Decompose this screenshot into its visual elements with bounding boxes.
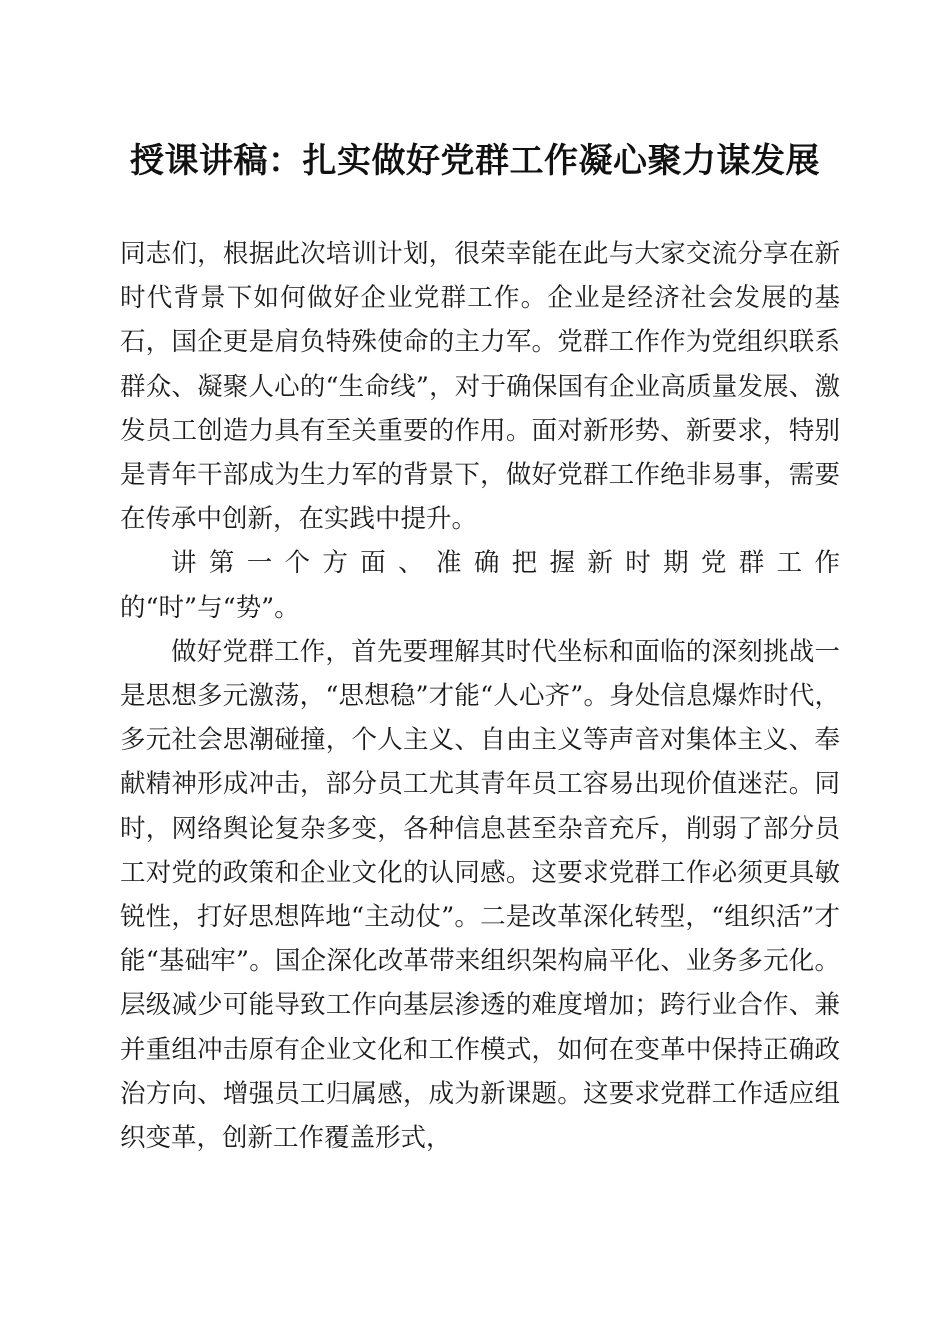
section-heading-line-1: 讲第一个方面、准确把握新时期党群工作 — [171, 548, 840, 579]
document-body — [120, 232, 840, 1160]
document-title: 授课讲稿：扎实做好党群工作凝心聚力谋发展 — [130, 141, 820, 181]
paragraph-intro: 同志们，根据此次培训计划，很荣幸能在此与大家交流分享在新时代背景下如何做好企业党群工作。企业是经济社会发展的基石，国企更是肩负特殊使命的主力军。党群工作作为党组织联系群众、凝聚人心的“生命线”，对于确保国有企业高质量发展、激发员工创造力具有至关重要的作用。面对新形势、新要求，特别是青年干部成为生力军的背景下，做好党群工作绝非易事，需要在传承中创新，在实践中提升。 — [120, 239, 840, 535]
paragraph-challenges: 做好党群工作，首先要理解其时代坐标和面临的深刻挑战一是思想多元激荡，“思想稳”才能“人心齐”。身处信息爆炸时代，多元社会思潮碰撞，个人主义、自由主义等声音对集体主义、奉献精神形成冲击，部分员工尤其青年员工容易出现价值迷茫。同时，网络舆论复杂多变，各种信息甚至杂音充斥，削弱了部分员工对党的政策和企业文化的认同感。这要求党群工作必须更具敏锐性，打好思想阵地“主动仗”。二是改革深化转型，“组织活”才能“基础牢”。国企深化改革带来组织架构扁平化、业务多元化。层级减少可能导致工作向基层渗透的难度增加；跨行业合作、兼并重组冲击原有企业文化和工作模式，如何在变革中保持正确政治方向、增强员工归属感，成为新课题。这要求党群工作适应组织变革，创新工作覆盖形式， — [120, 636, 840, 1154]
section-heading-line-2: 的“时”与“势”。 — [120, 592, 300, 623]
